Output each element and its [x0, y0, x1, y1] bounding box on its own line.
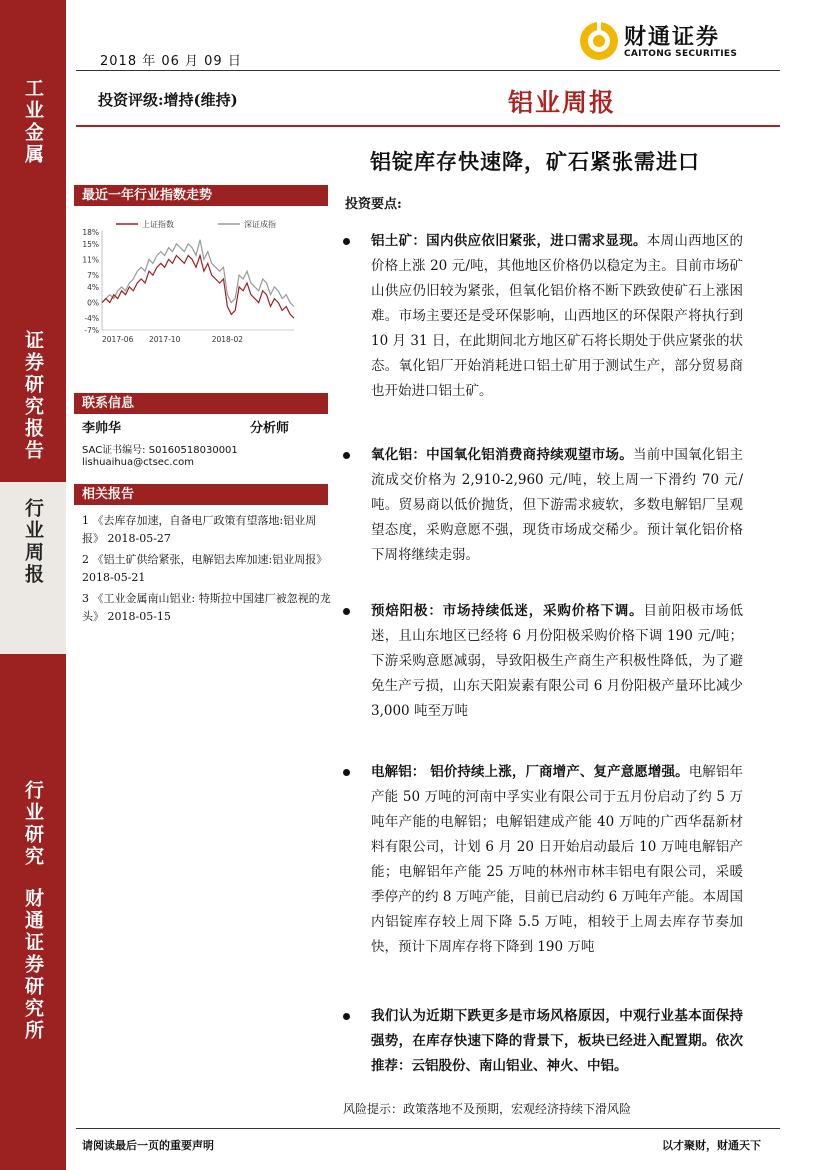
key-point-lead: 电解铝： 铝价持续上涨，厂商增产、复产意愿增强。	[371, 764, 689, 780]
sidebar	[0, 0, 66, 1170]
y-tick-label: 11%	[82, 255, 99, 265]
analyst-role: 分析师	[250, 421, 290, 436]
bullet-dot-icon	[343, 608, 350, 615]
chart-plot-area	[102, 240, 294, 318]
sidebar-institute	[0, 888, 66, 1048]
bullet-dot-icon	[343, 1013, 350, 1020]
chart-legend	[116, 219, 276, 229]
sidebar-institute-label: 财通证券研究所	[22, 888, 44, 1042]
index-trend-chart	[76, 212, 306, 352]
sidebar-report-kind	[0, 330, 66, 480]
report-type-title: 铝业周报	[508, 88, 617, 117]
legend-label: 上证指数	[142, 220, 174, 229]
risk-warning: 风险提示：政策落地不及预期，宏观经济持续下滑风险	[343, 1102, 632, 1116]
footer-disclaimer[interactable]: 请阅读最后一页的重要声明	[82, 1139, 214, 1152]
investment-rating: 投资评级:增持(维持)	[98, 91, 238, 109]
related-report-item[interactable]: 2 《铝土矿供给紧张，电解铝去库加速:铝业周报》 2018-05-21	[82, 553, 328, 584]
legend-label: 深证成指	[244, 220, 276, 229]
footer-divider	[76, 1128, 780, 1129]
x-tick-label: 2018-02	[211, 335, 244, 344]
key-point-lead: 我们认为近期下跌更多是市场风格原因，中观行业基本面保持强势，在库存快速下降的背景下，板块已经进入配置期。依次推荐：云铝股份、南山铝业、神火、中铝。	[371, 1008, 743, 1074]
sidebar-category-label: 工业金属	[22, 78, 44, 166]
logo-text-cn: 财通证券	[624, 25, 721, 50]
key-point-recommendation	[343, 1004, 743, 1079]
y-tick-label: 15%	[82, 239, 99, 249]
key-point-electrolytic-aluminum	[343, 760, 743, 960]
x-tick-label: 2017-06	[102, 335, 134, 344]
y-tick-label: 18%	[82, 228, 99, 237]
analyst-email[interactable]: lishuaihua@ctsec.com	[82, 457, 194, 468]
bullet-dot-icon	[343, 769, 350, 776]
x-tick-label: 2017-10	[149, 335, 181, 344]
key-point-bauxite	[343, 229, 743, 404]
key-point-lead: 氧化铝：中国氧化铝消费商持续观望市场。	[371, 447, 633, 463]
sidebar-section-label: 行业周报	[22, 498, 44, 586]
key-point-lead: 铝土矿：国内供应依旧紧张，进口需求显现。	[371, 233, 647, 249]
y-tick-label: -7%	[84, 326, 99, 335]
logo-icon	[578, 20, 620, 62]
title-divider	[76, 125, 780, 127]
header-divider	[76, 70, 780, 71]
key-point-body: 目前阳极市场低迷，且山东地区已经将 6 月份阳极采购价格下调 190 元/吨；下游采购意愿减弱，导致阳极生产商生产积极性降低，为了避免生产亏损，山东天阳炭素有限公司 6 月份阳极产量环比减少 3,000 吨至万吨	[371, 603, 744, 719]
related-report-item[interactable]: 3 《工业金属南山铝业: 特斯拉中国建厂被忽视的龙头》 2018-05-15	[82, 592, 331, 623]
related-reports-section-header: 相关报告	[74, 484, 328, 505]
key-point-lead: 预焙阳极：市场持续低迷，采购价格下调。	[371, 603, 644, 619]
bullet-dot-icon	[343, 452, 350, 459]
related-reports-list	[82, 512, 332, 629]
logo-text-en: CAITONG SECURITIES	[624, 49, 738, 59]
y-tick-label: 0%	[87, 298, 99, 308]
index-trend-chart-svg	[76, 212, 306, 352]
series-line	[102, 256, 294, 319]
sidebar-research-type-label: 行业研究	[22, 780, 44, 868]
key-point-body: 当前中国氧化铝主流成交价格为 2,910-2,960 元/吨，较上周一下滑约 70 元/吨。贸易商以低价抛货，但下游需求疲软，多数电解铝厂呈观望态度，采购意愿不强，现货市场成交稀少。预计氧化铝价格下周将继续走弱。	[371, 447, 744, 563]
y-tick-label: 7%	[87, 271, 99, 281]
footer-slogan: 以才聚财，财通天下	[662, 1139, 761, 1152]
key-point-alumina	[343, 443, 743, 568]
sidebar-report-kind-label: 证券研究报告	[22, 330, 44, 462]
sidebar-category	[0, 78, 66, 178]
company-logo	[578, 18, 768, 66]
index-trend-section-header: 最近一年行业指数走势	[74, 185, 328, 206]
report-date: 2018 年 06 月 09 日	[100, 54, 242, 69]
chart-x-axis	[102, 330, 294, 344]
key-points-title: 投资要点:	[345, 197, 402, 212]
contact-section-header: 联系信息	[74, 393, 328, 414]
key-point-body: 电解铝年产能 50 万吨的河南中孚实业有限公司于五月份启动了约 5 万吨年产能的电解铝；电解铝建成产能 40 万吨的广西华磊新材料有限公司，计划 6 月 20 日开始启动最后 10 万吨电解铝产能；电解铝年产能 25 万吨的林州市林丰铝电有限公司，采暖季停产的约 8 万吨产能，目前已启动约 6 万吨年产能。本周国内铝锭库存较上周下降 5.5 万吨，相较于上周去库存节奏加快，预计下周库存将下降到 190 万吨	[371, 764, 743, 955]
sidebar-research-type	[0, 780, 66, 870]
report-headline: 铝锭库存快速降，矿石紧张需进口	[370, 149, 700, 174]
y-tick-label: 4%	[87, 282, 99, 292]
chart-y-axis	[82, 228, 102, 335]
series-line	[102, 240, 294, 307]
sidebar-section-active	[0, 482, 66, 654]
key-point-anode	[343, 599, 743, 724]
bullet-dot-icon	[343, 238, 350, 245]
analyst-certificate: SAC证书编号: S0160518030001	[82, 445, 238, 456]
y-tick-label: -4%	[84, 314, 99, 324]
analyst-name: 李帅华	[82, 421, 122, 436]
key-point-body: 本周山西地区的价格上涨 20 元/吨，其他地区价格仍以稳定为主。目前市场矿山供应仍旧较为紧张，但氧化铝价格不断下跌致使矿石上涨困难。市场主要还是受环保影响，山西地区的环保限产将执行到 10 月 31 日，在此期间北方地区矿石将长期处于供应紧张的状态。氧化铝厂开始消耗进口铝土矿用于测试生产，部分贸易商也开始进口铝土矿。	[371, 233, 744, 399]
related-report-item[interactable]: 1 《去库存加速，自备电厂政策有望落地:铝业周报》 2018-05-27	[82, 514, 317, 545]
